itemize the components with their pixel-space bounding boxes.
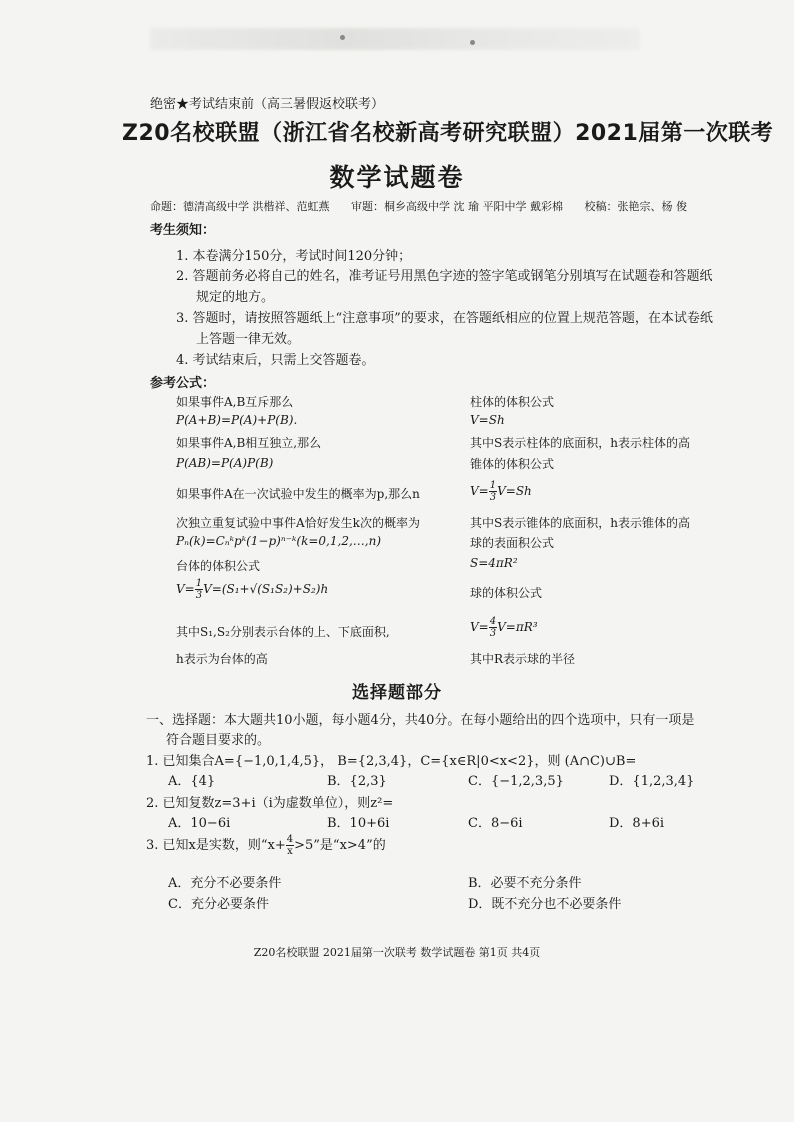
fraction: $\frac{4}{3}$ [489,616,497,639]
question-stem: 2. 已知复数z=3+i（i为虚数单位），则z²= [146,796,394,811]
formula-left: 次独立重复试验中事件A恰好发生k次的概率为 [176,516,420,530]
page-footer: Z20名校联盟 2021届第一次联考 数学试题卷 第1页 共4页 [253,946,541,959]
confidential-line: 绝密★考试结束前（高三暑假返校联考） [150,97,385,112]
fraction: $\frac{1}{3}$ [195,578,203,601]
credit-setter: 命题：德清高级中学 洪楷祥、范虹燕 [150,200,330,213]
option: A．{4} [168,774,216,789]
fraction: $\frac{4}{x}$ [286,834,294,857]
formula-right: V=Sh [470,413,505,427]
section-intro: 符合题目要求的。 [166,733,271,748]
credit-proofreader: 校稿：张艳宗、杨 俊 [584,200,687,213]
sphere-volume-formula: V= $\frac{4}{3}$ V=πR³ [470,616,538,639]
formulas-label: 参考公式： [150,376,216,391]
formula-left: 如果事件A,B互斥那么 [176,395,294,409]
formula-left: 台体的体积公式 [176,559,261,573]
notice-item: 规定的地方。 [196,290,275,305]
option: B．10+6i [327,816,390,831]
option: B．必要不充分条件 [468,876,582,891]
section-intro: 一、选择题：本大题共10小题，每小题4分，共40分。在每小题给出的四个选项中，只有一项是 [146,713,695,728]
option: C．{−1,2,3,5} [468,774,564,789]
option: C．8−6i [468,816,523,831]
formula-right: S=4πR² [470,556,518,570]
formula-left: 如果事件A,B相互独立,那么 [176,436,322,450]
option: A．充分不必要条件 [168,876,282,891]
exam-title: Z20名校联盟（浙江省名校新高考研究联盟）2021届第一次联考 [122,121,774,146]
formula-left: P(AB)=P(A)P(B) [176,456,274,470]
option: D．{1,2,3,4} [609,774,695,789]
formula-left: h表示为台体的高 [176,652,268,666]
notice-item: 2. 答题前务必将自己的姓名，准考证号用黑色字迹的签字笔或钢笔分别填写在试题卷和答题纸 [176,269,713,284]
formula-right: 其中R表示球的半径 [470,652,576,666]
formula-left: 如果事件A在一次试验中发生的概率为p,那么n [176,487,420,501]
formula-right: 其中S表示锥体的底面积，h表示锥体的高 [470,516,690,530]
section-title: 选择题部分 [352,683,442,703]
option: B．{2,3} [327,774,387,789]
formula-left: 其中S₁,S₂分别表示台体的上、下底面积, [176,625,390,639]
credit-reviewer: 审题：桐乡高级中学 沈 瑜 平阳中学 戴彩棉 [351,200,563,213]
frustum-formula: V= $\frac{1}{3}$ V=(S₁+√(S₁S₂)+S₂)h [176,578,329,601]
notice-label: 考生须知： [150,223,216,238]
cone-formula: V= $\frac{1}{3}$ V=Sh [470,480,532,503]
question-stem: 3. 已知x是实数，则“x+ $\frac{4}{x}$ >5”是“x>4”的 [146,834,386,857]
scan-dot [340,35,345,40]
exam-subtitle: 数学试题卷 [329,163,465,192]
notice-item: 上答题一律无效。 [196,332,301,347]
question-stem: 1. 已知集合A={−1,0,1,4,5}， B={2,3,4}，C={x∈R|0<x<2}，则 (A∩C)∪B= [146,754,637,769]
scan-dot [470,40,475,45]
credits [150,198,760,214]
option: C．充分必要条件 [168,897,269,912]
option: A．10−6i [168,816,231,831]
fraction: $\frac{1}{3}$ [489,480,497,503]
formula-left: P(A+B)=P(A)+P(B). [176,413,298,427]
option: D．既不充分也不必要条件 [468,897,622,912]
formula-right: 其中S表示柱体的底面积，h表示柱体的高 [470,436,690,450]
option: D．8+6i [609,816,665,831]
formula-left: Pₙ(k)=Cₙᵏpᵏ(1−p)ⁿ⁻ᵏ(k=0,1,2,…,n) [176,534,381,548]
notice-item: 1. 本卷满分150分，考试时间120分钟； [176,249,412,264]
formula-right: 球的体积公式 [470,586,543,600]
formula-right: 球的表面积公式 [470,536,555,550]
scan-artifact [150,28,640,50]
formula-right: 柱体的体积公式 [470,395,555,409]
notice-item: 3. 答题时，请按照答题纸上“注意事项”的要求，在答题纸相应的位置上规范答题，在本试卷纸 [176,311,713,326]
formula-right: 锥体的体积公式 [470,457,555,471]
notice-item: 4. 考试结束后，只需上交答题卷。 [176,353,375,368]
